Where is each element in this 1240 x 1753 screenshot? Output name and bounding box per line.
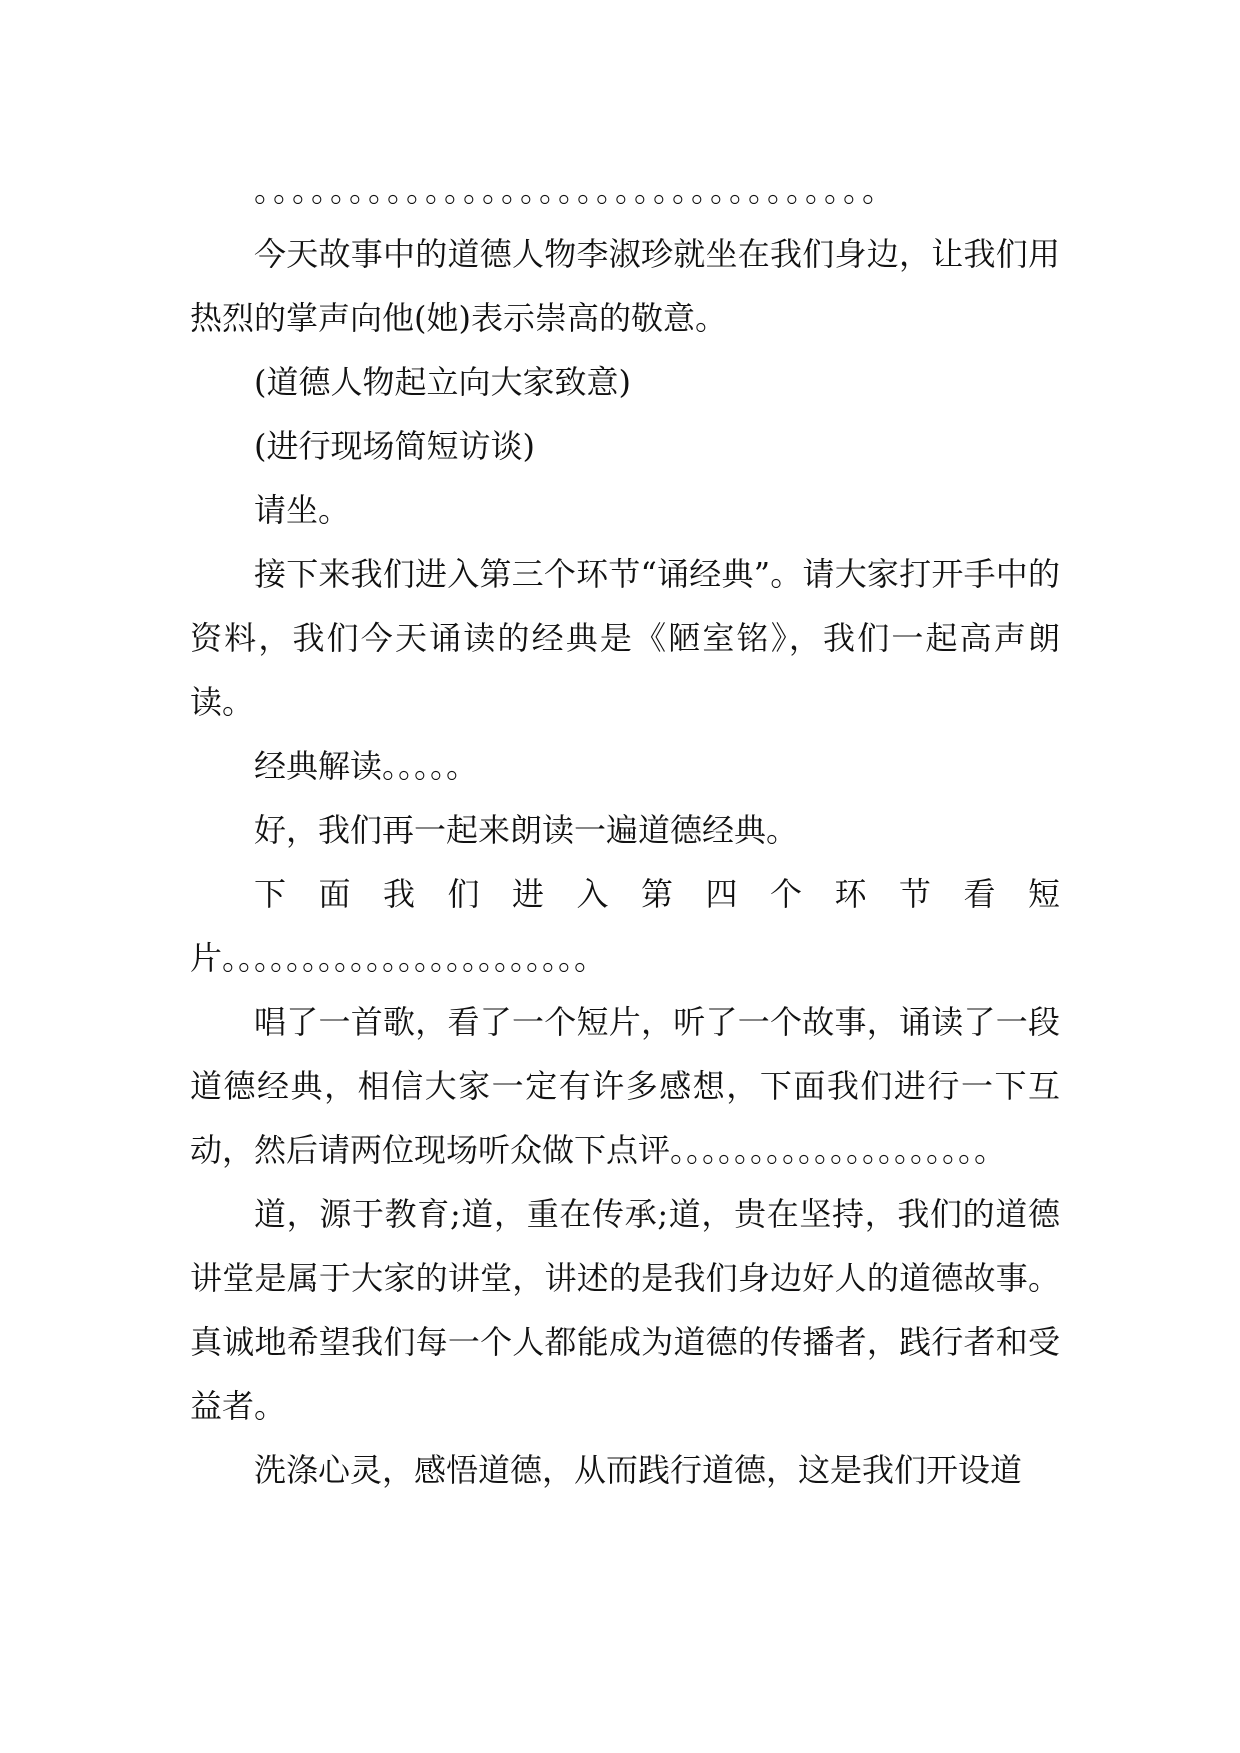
paragraph-short-film: 下面我们进入第四个环节看短片。。。。。。。。。。。。。。。。。。。。。。。 bbox=[190, 875, 1060, 977]
paragraph-morality-hall: 道，源于教育;道，重在传承;道，贵在坚持，我们的道德讲堂是属于大家的讲堂，讲述的是我们身边好人的道德故事。真诚地希望我们每一个人都能成为道德的传播者，践行者和受益者。 bbox=[190, 1195, 1060, 1425]
paragraph-interaction: 唱了一首歌，看了一个短片，听了一个故事，诵读了一段道德经典，相信大家一定有许多感想，下面我们进行一下互动，然后请两位现场听众做下点评。。。。。。。。。。。。。。。。。。。。 bbox=[190, 1003, 1060, 1169]
stage-direction-interview: (进行现场简短访谈) bbox=[254, 427, 535, 465]
document-body bbox=[190, 158, 1060, 1502]
ellipsis-line: 。。。。。。。。。。。。。。。。。。。。。。。。。。。。。。。。。 bbox=[254, 171, 898, 209]
paragraph-recite-classics: 接下来我们进入第三个环节“诵经典”。请大家打开手中的资料，我们今天诵读的经典是《陋室铭》，我们一起高声朗读。 bbox=[190, 555, 1060, 721]
paragraph-please-sit: 请坐。 bbox=[254, 491, 351, 529]
stage-direction-stand: (道德人物起立向大家致意) bbox=[254, 363, 631, 401]
paragraph-classic-interpretation: 经典解读。。。。。 bbox=[254, 747, 479, 785]
paragraph-cleanse-soul: 洗涤心灵，感悟道德，从而践行道德，这是我们开设道 bbox=[254, 1451, 1023, 1489]
paragraph-moral-figure: 今天故事中的道德人物李淑珍就坐在我们身边，让我们用热烈的掌声向他(她)表示崇高的敬意。 bbox=[190, 235, 1060, 337]
paragraph-read-again: 好，我们再一起来朗读一遍道德经典。 bbox=[254, 811, 799, 849]
